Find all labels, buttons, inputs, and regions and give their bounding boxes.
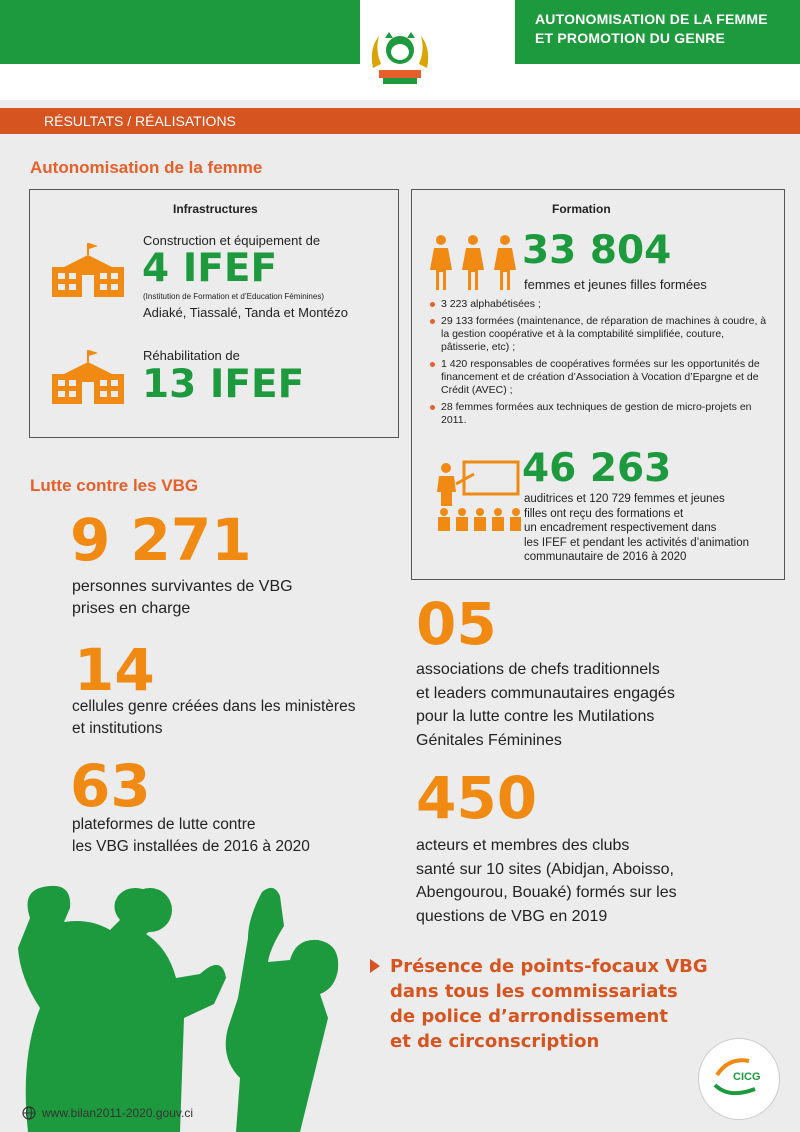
formation-bullet: 1 420 responsables de coopératives formées sur les opportunités de financement et de création d’Association à Vocation d’Epargne et de Crédit (AVEC) ; [428, 358, 768, 397]
coat-of-arms-icon [365, 28, 435, 93]
formation-stat1-value: 33 804 [522, 228, 672, 273]
vbg-stat-line: associations de chefs traditionnels [416, 661, 660, 678]
formation-stat2-line: un encadrement respectivement dans [524, 522, 717, 534]
formation-bullet: 28 femmes formées aux techniques de gestion de micro-projets en 2011. [428, 401, 768, 427]
formation-stat2-line: filles ont reçu des formations et [524, 507, 684, 520]
vbg-stat-text [72, 576, 293, 620]
vbg-stat-text [416, 658, 675, 752]
rehab-value: 13 IFEF [142, 362, 305, 407]
footer [22, 1106, 193, 1120]
header-title-line1: AUTONOMISATION DE LA FEMME [535, 11, 768, 27]
formation-box [411, 189, 785, 580]
header [0, 0, 800, 100]
vbg-stat-line: cellules genre créées dans les ministères [72, 698, 356, 715]
vbg-highlight-line: et de circonscription [390, 1031, 600, 1052]
teacher-class-icon [434, 460, 522, 534]
vbg-stat-text [72, 696, 355, 740]
vbg-stat-line: personnes survivantes de VBG [72, 578, 293, 595]
vbg-stat-line: plateformes de lutte contre [72, 816, 256, 833]
vbg-stat-line: acteurs et membres des clubs [416, 837, 630, 854]
vbg-stat-line: Abengourou, Bouaké) formés sur les [416, 884, 677, 901]
vbg-stat-value: 63 [70, 752, 151, 820]
vbg-stat-text [416, 834, 677, 928]
formation-title: Formation [552, 202, 611, 216]
formation-bullet: 29 133 formées (maintenance, de réparation de machines à coudre, à la gestion coopérative et à la comptabilité simplifiée, couture, pâtisserie, etc) ; [428, 315, 768, 354]
vbg-stat-line: questions de VBG en 2019 [416, 907, 608, 925]
construction-places: Adiaké, Tiassalé, Tanda et Montézo [143, 305, 348, 320]
formation-stat2-value: 46 263 [522, 446, 672, 491]
construction-value: 4 IFEF [142, 246, 278, 291]
formation-bullet: 3 223 alphabétisées ; [428, 298, 768, 311]
footer-url[interactable]: www.bilan2011-2020.gouv.ci [42, 1106, 193, 1120]
women-group-icon [426, 234, 520, 292]
vbg-stat-value: 450 [416, 764, 538, 832]
section-title-vbg: Lutte contre les VBG [30, 476, 199, 495]
silhouettes-illustration [0, 878, 380, 1132]
vbg-highlight-line: de police d’arrondissement [390, 1006, 668, 1027]
vbg-highlight-line: dans tous les commissariats [390, 981, 678, 1002]
formation-stat1-label: femmes et jeunes filles formées [524, 277, 707, 292]
globe-icon [22, 1106, 36, 1120]
vbg-highlight [390, 954, 708, 1054]
vbg-stat-value: 14 [74, 636, 155, 704]
vbg-stat-line: et leaders communautaires engagés [416, 684, 675, 702]
cicg-logo [698, 1038, 780, 1120]
header-title-block [515, 0, 800, 64]
school-building-icon-rehab [50, 350, 126, 406]
vbg-stat-line: et institutions [72, 720, 163, 737]
formation-stat2-line: communautaire de 2016 à 2020 [524, 551, 687, 563]
infrastructures-title: Infrastructures [173, 202, 258, 216]
vbg-stat-line: les VBG installées de 2016 à 2020 [72, 838, 310, 855]
construction-note: (Institution de Formation et d’Education Féminines) [143, 292, 324, 301]
results-band: RÉSULTATS / RÉALISATIONS [0, 108, 800, 134]
vbg-stat-value: 05 [416, 590, 497, 658]
construction-label: Construction et équipement de [143, 233, 321, 248]
formation-stat2-line: les IFEF et pendant les activités d’animation [524, 536, 750, 549]
infrastructures-box [29, 189, 399, 438]
vbg-stat-line: pour la lutte contre les Mutilations [416, 708, 655, 725]
formation-stat2-text [524, 492, 749, 565]
vbg-highlight-line: Présence de points-focaux VBG [390, 956, 708, 977]
rehab-label: Réhabilitation de [143, 348, 240, 363]
formation-stat2-line: auditrices et 120 729 femmes et jeunes [524, 493, 725, 505]
header-green-strip [0, 0, 360, 64]
vbg-stat-text [72, 814, 310, 858]
header-title-line2: ET PROMOTION DU GENRE [535, 30, 726, 46]
vbg-stat-line: Génitales Féminines [416, 731, 562, 749]
triangle-bullet-icon [370, 959, 380, 973]
vbg-stat-line: prises en charge [72, 600, 191, 617]
school-building-icon [50, 243, 126, 299]
section-title-autonomisation: Autonomisation de la femme [30, 158, 263, 177]
vbg-stat-value: 9 271 [70, 506, 252, 574]
formation-bullet-list [428, 298, 768, 431]
vbg-stat-line: santé sur 10 sites (Abidjan, Aboisso, [416, 860, 674, 878]
cicg-logo-text: CICG [733, 1071, 761, 1083]
